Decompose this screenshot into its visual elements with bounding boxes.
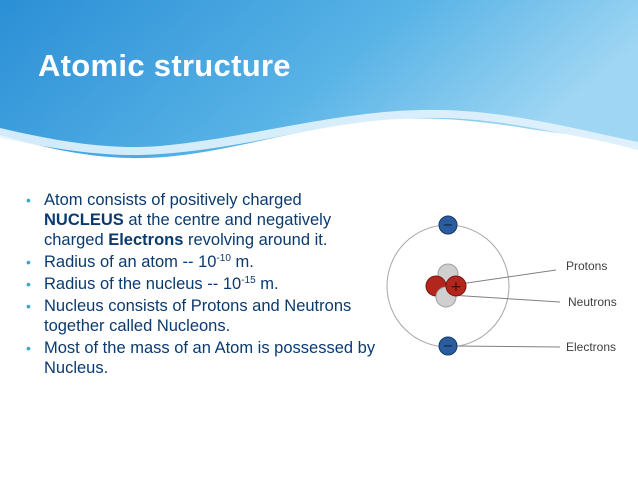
bullet-marker: •: [26, 276, 31, 292]
bullet-text: Nucleus consists of Protons and Neutrons together called Nucleons.: [44, 297, 352, 335]
bullet-item: [26, 338, 386, 378]
bullet-text: at the centre and negatively charged: [44, 211, 332, 249]
bold-term: Electrons: [108, 231, 184, 249]
bullet-item: [26, 190, 386, 250]
bullet-marker: •: [26, 192, 31, 208]
label-electrons: Electrons: [566, 340, 617, 354]
protons-pointer-line: [460, 270, 556, 284]
superscript-exponent: -15: [241, 275, 256, 286]
bullet-text: Radius of the nucleus -- 10: [44, 275, 242, 293]
electron-sign: −: [442, 339, 454, 354]
bullet-text: Most of the mass of an Atom is possessed by Nucleus.: [44, 339, 376, 377]
bullet-item: [26, 296, 386, 336]
bullet-marker: •: [26, 254, 31, 270]
bullet-text: m.: [255, 275, 279, 293]
superscript-exponent: -10: [216, 253, 231, 264]
bullet-marker: •: [26, 340, 31, 356]
bullet-marker: •: [26, 298, 31, 314]
bullet-text: Atom consists of positively charged: [44, 191, 302, 209]
nucleus: [426, 264, 466, 307]
bullet-item: [26, 274, 386, 294]
electron-bottom: [439, 337, 457, 355]
label-protons: Protons: [566, 259, 608, 273]
electrons-pointer-line: [455, 346, 560, 347]
bullet-text: revolving around it.: [183, 231, 328, 249]
atom-diagram: [380, 200, 638, 375]
bullet-item: [26, 252, 386, 272]
bullet-text: m.: [230, 253, 254, 271]
proton-sign: +: [450, 279, 462, 295]
electron-sign: −: [442, 218, 454, 233]
label-neutrons: Neutrons: [568, 295, 617, 309]
electron-top: [439, 216, 457, 234]
neutrons-pointer-line: [450, 295, 560, 302]
slide-title: Atomic structure: [38, 48, 291, 83]
bullet-list: [26, 190, 386, 380]
header-wave-background: [0, 0, 638, 175]
bullet-text: Radius of an atom -- 10: [44, 253, 217, 271]
bold-term: NUCLEUS: [44, 211, 124, 229]
